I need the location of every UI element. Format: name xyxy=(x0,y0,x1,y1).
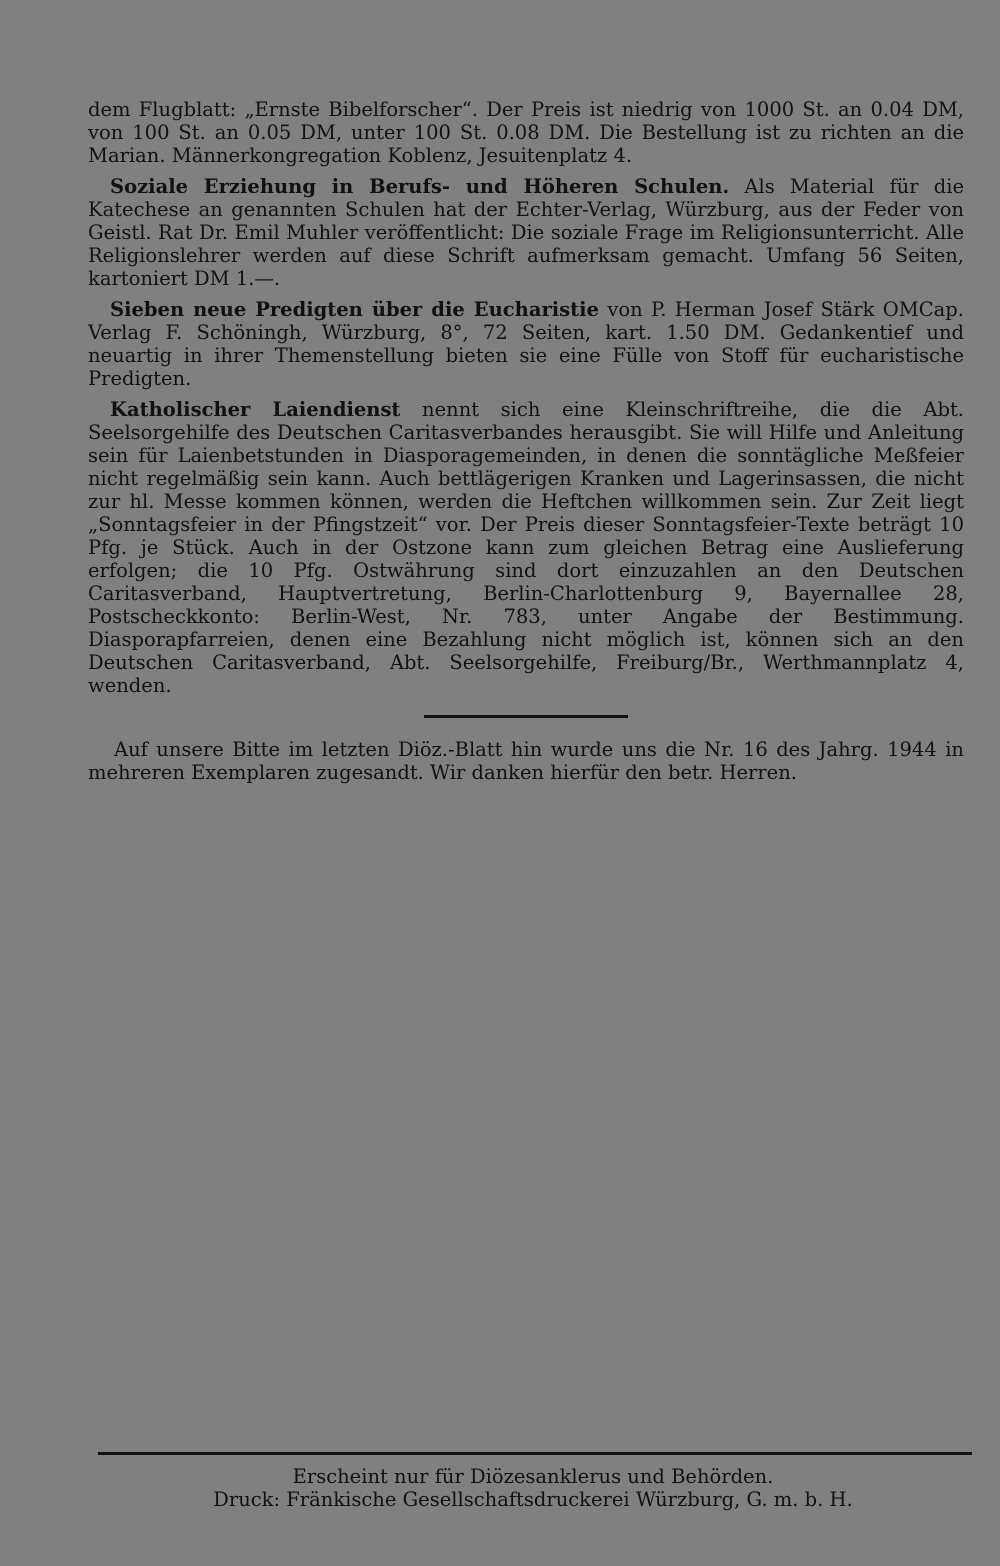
main-text xyxy=(88,98,964,784)
footer xyxy=(88,1465,978,1511)
paragraph-soziale-erziehung xyxy=(88,175,964,290)
footer-divider xyxy=(98,1452,972,1455)
paragraph-text: nennt sich eine Kleinschriftreihe, die die Abt. Seelsorgehilfe des Deutschen Caritasverbandes herausgibt. Sie will Hilfe und Anleitung sein für Laienbetstunden in Diasporagemeinden, in denen die sonntägliche Meßfeier nicht regelmäßig sein kann. Auch bettlägerigen Kranken und Lagerinsassen, die nicht zur hl. Messe kommen können, werden die Heftchen willkommen sein. Zur Zeit liegt „Sonntagsfeier in der Pfingstzeit“ vor. Der Preis dieser Sonntagsfeier-Texte beträgt 10 Pfg. je Stück. Auch in der Ostzone kann zum gleichen Betrag eine Auslieferung erfolgen; die 10 Pfg. Ostwährung sind dort einzuzahlen an den Deutschen Caritasverband, Hauptvertretung, Berlin-Charlottenburg 9, Bayernallee 28, Postscheckkonto: Berlin-West, Nr. 783, unter Angabe der Bestimmung. Diasporapfarreien, denen eine Bezahlung nicht möglich ist, können sich an den Deutschen Caritasverband, Abt. Seelsorgehilfe, Freiburg/Br., Werthmannplatz 4, wenden. xyxy=(88,398,964,697)
paragraph-predigten xyxy=(88,298,964,390)
paragraph-heading: Soziale Erziehung in Berufs- und Höheren Schulen. xyxy=(110,175,730,198)
footer-distribution-note: Erscheint nur für Diözesanklerus und Behörden. xyxy=(292,1465,774,1488)
paragraph-laiendienst xyxy=(88,398,964,697)
paragraph-text: Als Material für die Katechese an genannten Schulen hat der Echter-Verlag, Würzburg, aus der Feder von Geistl. Rat Dr. Emil Muhler veröffentlicht: Die soziale Frage im Religionsunterricht. Alle Religionslehrer werden auf diese Schrift aufmerksam gemacht. Umfang 56 Seiten, kartoniert DM 1.—. xyxy=(88,175,964,290)
paragraph-flugblatt xyxy=(88,98,964,167)
paragraph-heading: Sieben neue Predigten über die Eucharistie xyxy=(110,298,599,321)
paragraph-heading: Katholischer Laiendienst xyxy=(110,398,401,421)
paragraph-text: von P. Herman Josef Stärk OMCap. Verlag F. Schöningh, Würzburg, 8°, 72 Seiten, kart. 1.50 DM. Gedankentief und neuartig in ihrer Themenstellung bieten sie eine Fülle von Stoff für eucharistische Predigten. xyxy=(88,298,964,390)
thanks-paragraph: Auf unsere Bitte im letzten Diöz.-Blatt hin wurde uns die Nr. 16 des Jahrg. 1944 in mehreren Exemplaren zugesandt. Wir danken hierfür den betr. Herren. xyxy=(88,738,964,784)
footer-printer-note: Druck: Fränkische Gesellschaftsdruckerei Würzburg, G. m. b. H. xyxy=(213,1488,853,1511)
section-divider xyxy=(424,715,628,718)
paragraph-text: dem Flugblatt: „Ernste Bibelforscher“. Der Preis ist niedrig von 1000 St. an 0.04 DM, von 100 St. an 0.05 DM, unter 100 St. 0.08 DM. Die Bestellung ist zu richten an die Marian. Männerkongregation Koblenz, Jesuitenplatz 4. xyxy=(88,98,964,167)
